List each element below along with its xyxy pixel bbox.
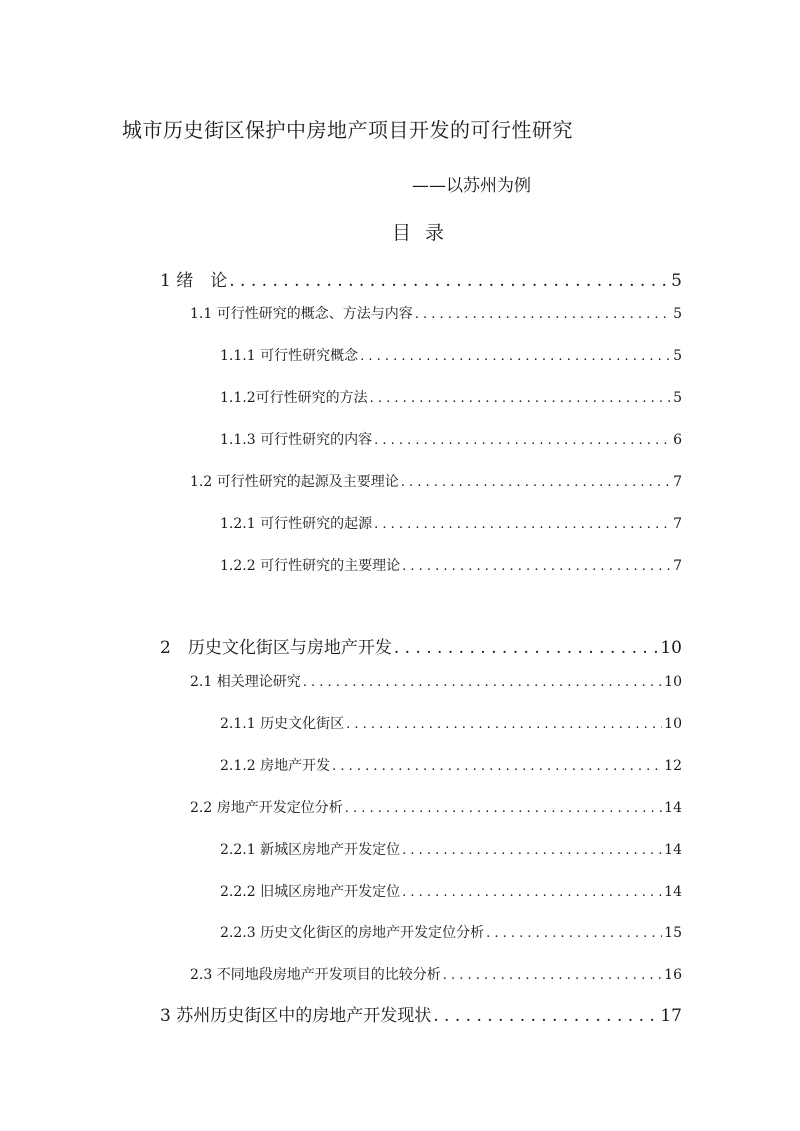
- toc-entry-page: 5: [673, 348, 682, 364]
- toc-entry-label: 2.1 相关理论研究: [190, 674, 301, 690]
- toc-leader-dots: [486, 926, 662, 941]
- toc-entry-2-2: [190, 797, 682, 817]
- toc-entry-page: 7: [673, 558, 682, 574]
- toc-entry-1-1-3: [220, 429, 682, 449]
- toc-entry-label: 1.1.1 可行性研究概念: [220, 348, 359, 364]
- toc-entry-label: 2.2.3 历史文化街区的房地产开发定位分析: [220, 925, 485, 941]
- toc-entry-label: 1.2.2 可行性研究的主要理论: [220, 558, 401, 574]
- toc-entry-2-1-1: [220, 713, 682, 733]
- toc-entry-1-1-1: [220, 345, 682, 365]
- toc-entry-page: 10: [660, 638, 682, 658]
- toc-entry-label: 2.3 不同地段房地产开发项目的比较分析: [190, 967, 441, 983]
- toc-entry-label: 1.1 可行性研究的概念、方法与内容: [190, 306, 413, 322]
- document-title: 城市历史街区保护中房地产项目开发的可行性研究: [122, 118, 573, 142]
- toc-entry-page: 14: [664, 842, 682, 858]
- document-subtitle: ——以苏州为例: [412, 176, 531, 196]
- toc-entry-page: 15: [664, 925, 682, 941]
- toc-leader-dots: [229, 271, 669, 291]
- toc-leader-dots: [402, 559, 671, 574]
- toc-entry-label: 2.2.1 新城区房地产开发定位: [220, 842, 401, 858]
- toc-entry-page: 14: [664, 800, 682, 816]
- toc-entry-1-1-2: [220, 387, 682, 407]
- toc-leader-dots: [433, 1006, 658, 1026]
- toc-entry-page: 5: [673, 306, 682, 322]
- toc-entry-label: 1.2 可行性研究的起源及主要理论: [190, 474, 399, 490]
- toc-leader-dots: [370, 391, 671, 406]
- toc-entry-label: 1.1.2可行性研究的方法: [220, 390, 368, 406]
- toc-leader-dots: [374, 433, 671, 448]
- toc-leader-dots: [346, 717, 662, 732]
- toc-entry-2-2-1: [220, 839, 682, 859]
- toc-leader-dots: [360, 349, 671, 364]
- toc-leader-dots: [303, 675, 662, 690]
- toc-entry-page: 6: [673, 432, 682, 448]
- toc-entry-page: 10: [664, 716, 682, 732]
- toc-entry-label: 2.1.1 历史文化街区: [220, 716, 345, 732]
- toc-leader-dots: [402, 843, 662, 858]
- toc-entry-page: 5: [671, 271, 682, 291]
- toc-heading: 目 录: [391, 222, 449, 244]
- toc-entry-page: 10: [664, 674, 682, 690]
- toc-entry-page: 16: [664, 967, 682, 983]
- toc-entry-page: 17: [660, 1006, 682, 1026]
- toc-leader-dots: [443, 968, 662, 983]
- toc-entry-1-2-2: [220, 555, 682, 575]
- toc-entry-page: 5: [673, 390, 682, 406]
- toc-entry-label: 2.2 房地产开发定位分析: [190, 800, 343, 816]
- toc-leader-dots: [332, 759, 662, 774]
- toc-entry-2: [160, 633, 682, 658]
- toc-leader-dots: [394, 638, 659, 658]
- toc-entry-1-1: [190, 303, 682, 323]
- toc-leader-dots: [402, 885, 662, 900]
- toc-entry-page: 7: [673, 516, 682, 532]
- toc-entry-3: [160, 1001, 682, 1026]
- toc-leader-dots: [401, 475, 671, 490]
- toc-entry-1-2-1: [220, 513, 682, 533]
- toc-entry-2-1-2: [220, 755, 682, 775]
- toc-entry-2-2-3: [220, 922, 682, 942]
- toc-entry-2-3: [190, 964, 682, 984]
- toc-entry-label: 1.2.1 可行性研究的起源: [220, 516, 373, 532]
- toc-leader-dots: [415, 307, 671, 322]
- toc-entry-2-2-2: [220, 881, 682, 901]
- toc-entry-2-1: [190, 671, 682, 691]
- toc-entry-label: 3 苏州历史街区中的房地产开发现状: [160, 1006, 432, 1026]
- toc-entry-page: 7: [673, 474, 682, 490]
- toc-entry-label: 1.1.3 可行性研究的内容: [220, 432, 373, 448]
- toc-entry-page: 14: [664, 884, 682, 900]
- toc-leader-dots: [374, 517, 671, 532]
- toc-entry-1-2: [190, 471, 682, 491]
- toc-leader-dots: [345, 801, 662, 816]
- toc-entry-label: 2.2.2 旧城区房地产开发定位: [220, 884, 401, 900]
- toc-entry-label: 1 绪 论: [160, 271, 228, 291]
- toc-entry-label: 2.1.2 房地产开发: [220, 758, 331, 774]
- toc-entry-1: [160, 266, 682, 291]
- toc-entry-label: 2 历史文化街区与房地产开发: [160, 638, 392, 658]
- toc-entry-page: 12: [664, 758, 682, 774]
